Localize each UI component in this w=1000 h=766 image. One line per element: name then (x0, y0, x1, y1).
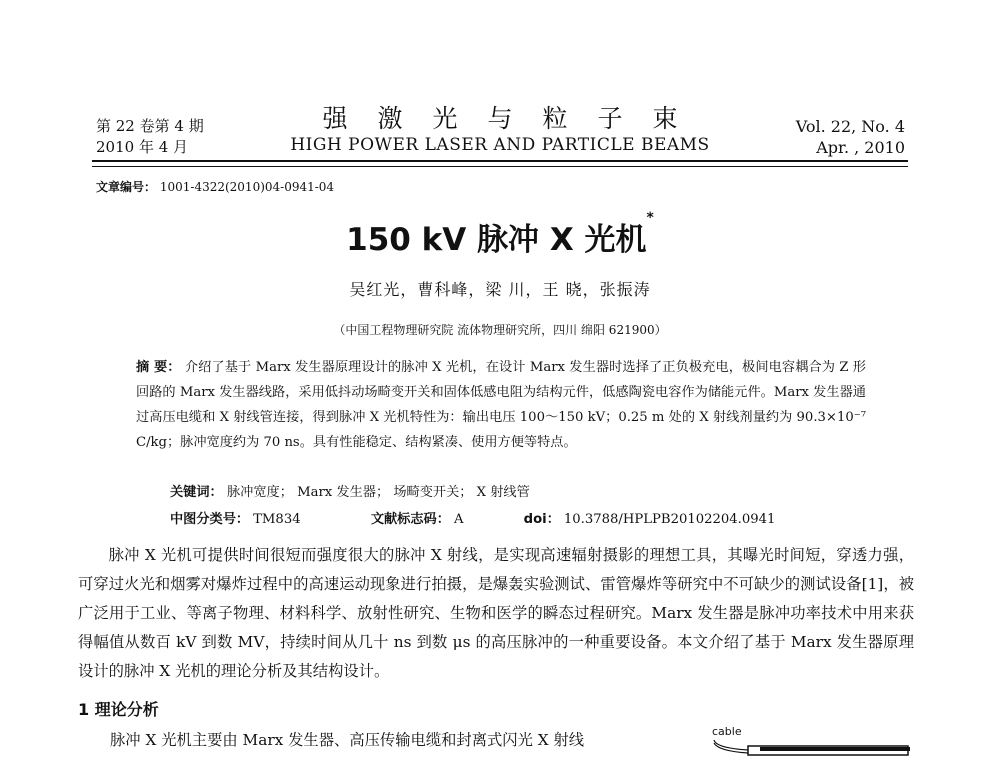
date-en: Apr. , 2010 (816, 138, 905, 157)
keywords-text: 脉冲宽度； Marx 发生器； 场畸变开关； X 射线管 (226, 485, 530, 500)
header-rule-thin (92, 166, 908, 167)
section-paragraph: 脉冲 X 光机主要由 Marx 发生器、高压传输电缆和封离式闪光 X 射线 (110, 731, 585, 749)
abstract-label: 摘 要： (136, 360, 181, 375)
figure-fragment (700, 722, 910, 762)
paper-title (0, 210, 1000, 259)
figure-label-cable: cable (712, 725, 742, 738)
journal-name-en: HIGH POWER LASER AND PARTICLE BEAMS (290, 135, 710, 155)
affiliation: （中国工程物理研究院 流体物理研究所，四川 绵阳 621900） (333, 323, 667, 337)
journal-name-cn: 强激光与粒子束 (322, 104, 708, 133)
article-number (96, 178, 334, 195)
header-right (796, 116, 905, 158)
keywords-label: 关键词： (170, 485, 223, 500)
cls-value: TM834 (253, 512, 301, 527)
volume-issue-en: Vol. 22, No. 4 (795, 117, 905, 136)
classification-line (170, 508, 779, 527)
cls-label: 中图分类号： (170, 512, 250, 527)
abstract-text: 介绍了基于 Marx 发生器原理设计的脉冲 X 光机，在设计 Marx 发生器时选择了正负极充电，极间电容耦合为 Z 形回路的 Marx 发生器线路，采用低抖动场畸变开关和固体低感电阻为结构元件，低感陶瓷电容作为储能元件。Marx 发生器通过高压电缆和 X 射线管连接，得到脉冲 X 光机特性为：输出电压 100～150 kV；0.25 m 处的 X 射线剂量约为 90.3×10⁻⁷ C/kg；脉冲宽度约为 70 ns。具有性能稳定、结构紧凑、使用方便等特点。 (136, 360, 866, 450)
doi-label: doi： (523, 512, 560, 527)
cable-line (714, 740, 748, 750)
figure-drawing (700, 722, 910, 762)
tube-inner (760, 747, 910, 751)
abstract (136, 355, 866, 455)
doi-value: 10.3788/HPLPB20102204.0941 (563, 512, 776, 527)
section-heading: 1 理论分析 (78, 700, 159, 719)
article-number-value: 1001-4322(2010)04-0941-04 (159, 180, 335, 194)
title-footnote-mark: * (646, 210, 654, 226)
paper-title-text: 150 kV 脉冲 X 光机 (346, 222, 647, 258)
volume-issue-cn: 第 22 卷第 4 期 (96, 117, 204, 135)
intro-body (78, 541, 914, 686)
keywords (170, 481, 530, 500)
intro-paragraph: 脉冲 X 光机可提供时间很短而强度很大的脉冲 X 射线，是实现高速辐射摄影的理想工具，其曝光时间短，穿透力强，可穿过火光和烟雾对爆炸过程中的高速运动现象进行拍摄，是爆轰实验测试、雷管爆炸等研究中不可缺少的测试设备[1]，被广泛用于工业、等离子物理、材料科学、放射性研究、生物和医学的瞬态过程研究。Marx 发生器是脉冲功率技术中用来获得幅值从数百 kV 到数 MV，持续时间从几十 ns 到数 μs 的高压脉冲的一种重要设备。本文介绍了基于 Marx 发生器原理设计的脉冲 X 光机的理论分析及其结构设计。 (78, 546, 914, 680)
doc-code-value: A (453, 512, 464, 527)
doc-code-label: 文献标志码： (370, 512, 450, 527)
header-rule-thick (92, 160, 908, 162)
authors: 吴红光，曹科峰，梁 川，王 晓，张振涛 (349, 280, 651, 299)
article-number-label: 文章编号： (96, 180, 157, 194)
date-cn: 2010 年 4 月 (96, 138, 189, 156)
